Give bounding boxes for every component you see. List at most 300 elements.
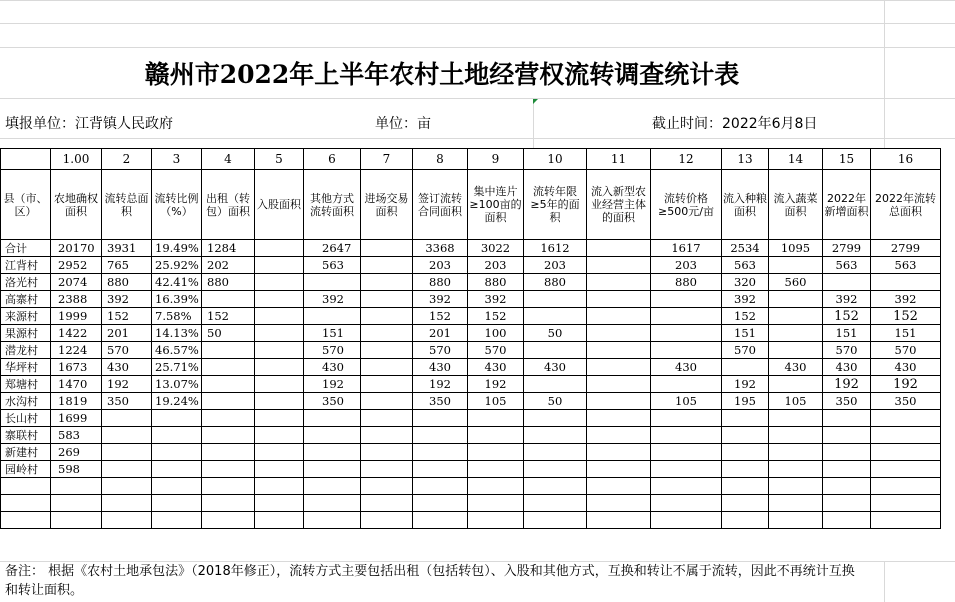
- empty-row-cell-16[interactable]: [871, 512, 941, 529]
- table-row-cell-8[interactable]: 201: [413, 325, 468, 342]
- table-row-cell-4[interactable]: 880: [202, 274, 255, 291]
- table-row-cell-6[interactable]: 350: [304, 393, 361, 410]
- column-header-row-cell-0[interactable]: 县（市、区）: [1, 170, 51, 240]
- table-row-cell-5[interactable]: [255, 274, 304, 291]
- table-row-cell-12[interactable]: [651, 444, 722, 461]
- table-row-cell-4[interactable]: 1284: [202, 240, 255, 257]
- table-row-cell-9[interactable]: 3022: [468, 240, 524, 257]
- table-row-cell-1[interactable]: 2074: [51, 274, 102, 291]
- column-number-row-cell-9[interactable]: 9: [468, 149, 524, 170]
- table-row-cell-0[interactable]: 寨联村: [1, 427, 51, 444]
- table-row-cell-1[interactable]: 1999: [51, 308, 102, 325]
- table-row-cell-16[interactable]: 152: [871, 308, 941, 325]
- table-row-cell-14[interactable]: 1095: [769, 240, 823, 257]
- table-row-cell-1[interactable]: 1699: [51, 410, 102, 427]
- table-row-cell-8[interactable]: 392: [413, 291, 468, 308]
- table-row-cell-9[interactable]: 105: [468, 393, 524, 410]
- table-row-cell-14[interactable]: 560: [769, 274, 823, 291]
- table-row-cell-2[interactable]: 201: [102, 325, 152, 342]
- column-number-row-cell-14[interactable]: 14: [769, 149, 823, 170]
- table-row-cell-4[interactable]: [202, 376, 255, 393]
- table-row-cell-2[interactable]: 192: [102, 376, 152, 393]
- table-row-cell-14[interactable]: [769, 308, 823, 325]
- column-header-row-cell-15[interactable]: 2022年新增面积: [823, 170, 871, 240]
- table-row-cell-10[interactable]: 1612: [524, 240, 587, 257]
- table-row-cell-2[interactable]: 430: [102, 359, 152, 376]
- table-row-cell-7[interactable]: [361, 274, 413, 291]
- table-row-cell-11[interactable]: [587, 325, 651, 342]
- table-row-cell-6[interactable]: [304, 461, 361, 478]
- table-row-cell-12[interactable]: [651, 410, 722, 427]
- table-row-cell-6[interactable]: [304, 444, 361, 461]
- table-row-cell-7[interactable]: [361, 342, 413, 359]
- table-row-cell-16[interactable]: [871, 444, 941, 461]
- table-row-cell-5[interactable]: [255, 342, 304, 359]
- empty-row-cell-5[interactable]: [255, 495, 304, 512]
- empty-row-cell-0[interactable]: [1, 478, 51, 495]
- table-row-cell-6[interactable]: 2647: [304, 240, 361, 257]
- table-row-cell-9[interactable]: 570: [468, 342, 524, 359]
- table-row-cell-0[interactable]: 江背村: [1, 257, 51, 274]
- table-row-cell-4[interactable]: [202, 410, 255, 427]
- table-row-cell-10[interactable]: [524, 427, 587, 444]
- empty-row-cell-8[interactable]: [413, 495, 468, 512]
- table-row-cell-9[interactable]: 192: [468, 376, 524, 393]
- empty-row-cell-14[interactable]: [769, 478, 823, 495]
- table-row-cell-12[interactable]: 430: [651, 359, 722, 376]
- table-row-cell-3[interactable]: [152, 461, 202, 478]
- table-row-cell-10[interactable]: 50: [524, 393, 587, 410]
- table-row-cell-7[interactable]: [361, 240, 413, 257]
- empty-row-cell-1[interactable]: [51, 478, 102, 495]
- table-row-cell-5[interactable]: [255, 308, 304, 325]
- empty-row-cell-10[interactable]: [524, 512, 587, 529]
- table-row-cell-2[interactable]: 3931: [102, 240, 152, 257]
- table-row-cell-11[interactable]: [587, 240, 651, 257]
- table-row-cell-6[interactable]: 392: [304, 291, 361, 308]
- table-row-cell-14[interactable]: 430: [769, 359, 823, 376]
- table-row-cell-6[interactable]: [304, 308, 361, 325]
- column-header-row-cell-13[interactable]: 流入种粮面积: [722, 170, 769, 240]
- table-row-cell-2[interactable]: [102, 444, 152, 461]
- empty-row-cell-3[interactable]: [152, 495, 202, 512]
- table-row-cell-2[interactable]: 392: [102, 291, 152, 308]
- column-header-row-cell-1[interactable]: 农地确权面积: [51, 170, 102, 240]
- table-row-cell-5[interactable]: [255, 427, 304, 444]
- table-row-cell-15[interactable]: [823, 410, 871, 427]
- table-row-cell-6[interactable]: 430: [304, 359, 361, 376]
- table-row-cell-5[interactable]: [255, 410, 304, 427]
- table-row-cell-0[interactable]: 合计: [1, 240, 51, 257]
- table-row-cell-16[interactable]: 2799: [871, 240, 941, 257]
- table-row-cell-10[interactable]: 880: [524, 274, 587, 291]
- table-row-cell-14[interactable]: [769, 410, 823, 427]
- column-header-row-cell-12[interactable]: 流转价格≥500元/亩: [651, 170, 722, 240]
- table-row-cell-9[interactable]: [468, 427, 524, 444]
- table-row-cell-10[interactable]: [524, 308, 587, 325]
- table-row-cell-15[interactable]: [823, 444, 871, 461]
- empty-row-cell-4[interactable]: [202, 512, 255, 529]
- table-row-cell-1[interactable]: 1470: [51, 376, 102, 393]
- table-row-cell-3[interactable]: 42.41%: [152, 274, 202, 291]
- table-row-cell-11[interactable]: [587, 274, 651, 291]
- table-row-cell-4[interactable]: 152: [202, 308, 255, 325]
- table-row-cell-13[interactable]: 563: [722, 257, 769, 274]
- table-row-cell-5[interactable]: [255, 325, 304, 342]
- empty-row-cell-1[interactable]: [51, 495, 102, 512]
- table-row-cell-16[interactable]: 570: [871, 342, 941, 359]
- table-row-cell-0[interactable]: 郑塘村: [1, 376, 51, 393]
- empty-row-cell-13[interactable]: [722, 495, 769, 512]
- table-row-cell-4[interactable]: [202, 461, 255, 478]
- column-header-row-cell-11[interactable]: 流入新型农业经营主体的面积: [587, 170, 651, 240]
- table-row-cell-13[interactable]: [722, 410, 769, 427]
- table-row-cell-3[interactable]: [152, 410, 202, 427]
- table-row-cell-13[interactable]: 195: [722, 393, 769, 410]
- empty-row-cell-14[interactable]: [769, 512, 823, 529]
- table-row-cell-13[interactable]: 2534: [722, 240, 769, 257]
- table-row-cell-1[interactable]: 269: [51, 444, 102, 461]
- table-row-cell-10[interactable]: [524, 376, 587, 393]
- empty-row-cell-3[interactable]: [152, 512, 202, 529]
- table-row-cell-1[interactable]: 2952: [51, 257, 102, 274]
- table-row-cell-15[interactable]: 430: [823, 359, 871, 376]
- table-row-cell-15[interactable]: 350: [823, 393, 871, 410]
- table-row-cell-16[interactable]: [871, 427, 941, 444]
- empty-row-cell-3[interactable]: [152, 478, 202, 495]
- table-row-cell-10[interactable]: 430: [524, 359, 587, 376]
- table-row-cell-2[interactable]: 880: [102, 274, 152, 291]
- table-row-cell-9[interactable]: 100: [468, 325, 524, 342]
- table-row-cell-5[interactable]: [255, 240, 304, 257]
- table-row-cell-7[interactable]: [361, 393, 413, 410]
- table-row-cell-0[interactable]: 新建村: [1, 444, 51, 461]
- table-row-cell-13[interactable]: [722, 427, 769, 444]
- empty-row-cell-9[interactable]: [468, 512, 524, 529]
- table-row-cell-7[interactable]: [361, 427, 413, 444]
- table-row-cell-3[interactable]: [152, 427, 202, 444]
- empty-row-cell-1[interactable]: [51, 512, 102, 529]
- table-row-cell-5[interactable]: [255, 376, 304, 393]
- empty-row-cell-15[interactable]: [823, 495, 871, 512]
- table-row-cell-12[interactable]: [651, 427, 722, 444]
- column-number-row-cell-6[interactable]: 6: [304, 149, 361, 170]
- table-row-cell-13[interactable]: 570: [722, 342, 769, 359]
- table-row-cell-0[interactable]: 高寨村: [1, 291, 51, 308]
- table-row-cell-14[interactable]: [769, 461, 823, 478]
- table-row-cell-11[interactable]: [587, 257, 651, 274]
- table-row-cell-5[interactable]: [255, 461, 304, 478]
- empty-row-cell-11[interactable]: [587, 512, 651, 529]
- table-row-cell-15[interactable]: 392: [823, 291, 871, 308]
- table-row-cell-16[interactable]: 563: [871, 257, 941, 274]
- table-row-cell-12[interactable]: [651, 308, 722, 325]
- table-row-cell-15[interactable]: [823, 274, 871, 291]
- table-row-cell-1[interactable]: 1224: [51, 342, 102, 359]
- table-row-cell-12[interactable]: 203: [651, 257, 722, 274]
- table-row-cell-11[interactable]: [587, 410, 651, 427]
- table-row-cell-4[interactable]: 202: [202, 257, 255, 274]
- column-header-row-cell-16[interactable]: 2022年流转总面积: [871, 170, 941, 240]
- empty-row-cell-9[interactable]: [468, 495, 524, 512]
- table-row-cell-1[interactable]: 583: [51, 427, 102, 444]
- empty-row-cell-4[interactable]: [202, 495, 255, 512]
- table-row-cell-2[interactable]: 152: [102, 308, 152, 325]
- empty-row-cell-10[interactable]: [524, 478, 587, 495]
- table-row-cell-8[interactable]: 192: [413, 376, 468, 393]
- table-row-cell-14[interactable]: [769, 376, 823, 393]
- table-row-cell-6[interactable]: 151: [304, 325, 361, 342]
- table-row-cell-14[interactable]: [769, 257, 823, 274]
- column-number-row-cell-15[interactable]: 15: [823, 149, 871, 170]
- table-row-cell-2[interactable]: [102, 427, 152, 444]
- table-row-cell-0[interactable]: 长山村: [1, 410, 51, 427]
- table-row-cell-9[interactable]: [468, 461, 524, 478]
- empty-row-cell-11[interactable]: [587, 495, 651, 512]
- table-row-cell-16[interactable]: 350: [871, 393, 941, 410]
- column-header-row-cell-3[interactable]: 流转比例（%）: [152, 170, 202, 240]
- table-row-cell-4[interactable]: [202, 393, 255, 410]
- column-header-row-cell-4[interactable]: 出租（转包）面积: [202, 170, 255, 240]
- empty-row-cell-8[interactable]: [413, 512, 468, 529]
- empty-row-cell-16[interactable]: [871, 478, 941, 495]
- empty-row-cell-11[interactable]: [587, 478, 651, 495]
- column-number-row-cell-7[interactable]: 7: [361, 149, 413, 170]
- empty-row-cell-9[interactable]: [468, 478, 524, 495]
- table-row-cell-8[interactable]: 350: [413, 393, 468, 410]
- column-header-row-cell-10[interactable]: 流转年限≥5年的面积: [524, 170, 587, 240]
- table-row-cell-2[interactable]: [102, 410, 152, 427]
- table-row-cell-0[interactable]: 潜龙村: [1, 342, 51, 359]
- column-header-row-cell-14[interactable]: 流入蔬菜面积: [769, 170, 823, 240]
- table-row-cell-7[interactable]: [361, 325, 413, 342]
- table-row-cell-5[interactable]: [255, 291, 304, 308]
- table-row-cell-3[interactable]: 19.24%: [152, 393, 202, 410]
- table-row-cell-8[interactable]: [413, 410, 468, 427]
- table-row-cell-16[interactable]: 392: [871, 291, 941, 308]
- table-row-cell-8[interactable]: 3368: [413, 240, 468, 257]
- table-row-cell-10[interactable]: [524, 342, 587, 359]
- empty-row-cell-5[interactable]: [255, 512, 304, 529]
- column-number-row-cell-12[interactable]: 12: [651, 149, 722, 170]
- table-row-cell-1[interactable]: 1422: [51, 325, 102, 342]
- table-row-cell-1[interactable]: 1819: [51, 393, 102, 410]
- table-row-cell-7[interactable]: [361, 444, 413, 461]
- table-row-cell-6[interactable]: [304, 274, 361, 291]
- table-row-cell-13[interactable]: [722, 359, 769, 376]
- column-number-row-cell-13[interactable]: 13: [722, 149, 769, 170]
- table-row-cell-6[interactable]: [304, 410, 361, 427]
- table-row-cell-16[interactable]: 192: [871, 376, 941, 393]
- table-row-cell-0[interactable]: 园岭村: [1, 461, 51, 478]
- table-row-cell-7[interactable]: [361, 410, 413, 427]
- table-row-cell-15[interactable]: 563: [823, 257, 871, 274]
- table-row-cell-11[interactable]: [587, 342, 651, 359]
- table-row-cell-12[interactable]: 880: [651, 274, 722, 291]
- table-row-cell-14[interactable]: [769, 342, 823, 359]
- table-row-cell-4[interactable]: 50: [202, 325, 255, 342]
- empty-row-cell-5[interactable]: [255, 478, 304, 495]
- empty-row-cell-7[interactable]: [361, 478, 413, 495]
- table-row-cell-5[interactable]: [255, 359, 304, 376]
- table-row-cell-6[interactable]: [304, 427, 361, 444]
- empty-row-cell-10[interactable]: [524, 495, 587, 512]
- column-number-row-cell-1[interactable]: 1.00: [51, 149, 102, 170]
- empty-row-cell-8[interactable]: [413, 478, 468, 495]
- column-number-row-cell-16[interactable]: 16: [871, 149, 941, 170]
- table-row-cell-4[interactable]: [202, 291, 255, 308]
- table-row-cell-3[interactable]: 13.07%: [152, 376, 202, 393]
- table-row-cell-5[interactable]: [255, 257, 304, 274]
- table-row-cell-14[interactable]: [769, 427, 823, 444]
- table-row-cell-16[interactable]: [871, 274, 941, 291]
- empty-row-cell-2[interactable]: [102, 495, 152, 512]
- table-row-cell-13[interactable]: 152: [722, 308, 769, 325]
- table-row-cell-15[interactable]: 570: [823, 342, 871, 359]
- table-row-cell-15[interactable]: 2799: [823, 240, 871, 257]
- table-row-cell-0[interactable]: 华坪村: [1, 359, 51, 376]
- table-row-cell-0[interactable]: 洛光村: [1, 274, 51, 291]
- empty-row-cell-16[interactable]: [871, 495, 941, 512]
- table-row-cell-10[interactable]: [524, 291, 587, 308]
- table-row-cell-3[interactable]: 14.13%: [152, 325, 202, 342]
- table-row-cell-1[interactable]: 2388: [51, 291, 102, 308]
- table-row-cell-7[interactable]: [361, 308, 413, 325]
- column-number-row-cell-4[interactable]: 4: [202, 149, 255, 170]
- empty-row-cell-15[interactable]: [823, 512, 871, 529]
- table-row-cell-15[interactable]: 152: [823, 308, 871, 325]
- table-row-cell-11[interactable]: [587, 308, 651, 325]
- table-row-cell-3[interactable]: [152, 444, 202, 461]
- table-row-cell-1[interactable]: 20170: [51, 240, 102, 257]
- table-row-cell-2[interactable]: 350: [102, 393, 152, 410]
- table-row-cell-8[interactable]: 152: [413, 308, 468, 325]
- column-header-row-cell-7[interactable]: 进场交易面积: [361, 170, 413, 240]
- column-number-row-cell-11[interactable]: 11: [587, 149, 651, 170]
- table-row-cell-3[interactable]: 7.58%: [152, 308, 202, 325]
- table-row-cell-3[interactable]: 46.57%: [152, 342, 202, 359]
- table-row-cell-8[interactable]: 570: [413, 342, 468, 359]
- table-row-cell-11[interactable]: [587, 461, 651, 478]
- table-row-cell-14[interactable]: [769, 291, 823, 308]
- empty-row-cell-2[interactable]: [102, 512, 152, 529]
- table-row-cell-7[interactable]: [361, 376, 413, 393]
- table-row-cell-10[interactable]: [524, 410, 587, 427]
- table-row-cell-9[interactable]: 152: [468, 308, 524, 325]
- table-row-cell-6[interactable]: 192: [304, 376, 361, 393]
- table-row-cell-0[interactable]: 果源村: [1, 325, 51, 342]
- table-row-cell-7[interactable]: [361, 291, 413, 308]
- table-row-cell-4[interactable]: [202, 444, 255, 461]
- table-row-cell-12[interactable]: [651, 291, 722, 308]
- table-row-cell-10[interactable]: 50: [524, 325, 587, 342]
- empty-row-cell-12[interactable]: [651, 495, 722, 512]
- table-row-cell-2[interactable]: 570: [102, 342, 152, 359]
- table-row-cell-6[interactable]: 570: [304, 342, 361, 359]
- column-number-row-cell-5[interactable]: 5: [255, 149, 304, 170]
- table-row-cell-14[interactable]: 105: [769, 393, 823, 410]
- column-number-row-cell-10[interactable]: 10: [524, 149, 587, 170]
- table-row-cell-9[interactable]: 392: [468, 291, 524, 308]
- table-row-cell-3[interactable]: 25.71%: [152, 359, 202, 376]
- table-row-cell-9[interactable]: 430: [468, 359, 524, 376]
- table-row-cell-15[interactable]: 151: [823, 325, 871, 342]
- table-row-cell-13[interactable]: 392: [722, 291, 769, 308]
- table-row-cell-9[interactable]: [468, 444, 524, 461]
- table-row-cell-8[interactable]: [413, 461, 468, 478]
- table-row-cell-8[interactable]: 880: [413, 274, 468, 291]
- table-row-cell-12[interactable]: [651, 325, 722, 342]
- table-row-cell-13[interactable]: 151: [722, 325, 769, 342]
- table-row-cell-10[interactable]: [524, 444, 587, 461]
- table-row-cell-3[interactable]: 19.49%: [152, 240, 202, 257]
- table-row-cell-9[interactable]: [468, 410, 524, 427]
- table-row-cell-16[interactable]: 430: [871, 359, 941, 376]
- column-header-row-cell-2[interactable]: 流转总面积: [102, 170, 152, 240]
- table-row-cell-2[interactable]: 765: [102, 257, 152, 274]
- empty-row-cell-6[interactable]: [304, 478, 361, 495]
- table-row-cell-16[interactable]: 151: [871, 325, 941, 342]
- table-row-cell-9[interactable]: 203: [468, 257, 524, 274]
- table-row-cell-5[interactable]: [255, 444, 304, 461]
- table-row-cell-0[interactable]: 来源村: [1, 308, 51, 325]
- table-row-cell-15[interactable]: [823, 427, 871, 444]
- empty-row-cell-13[interactable]: [722, 478, 769, 495]
- empty-row-cell-2[interactable]: [102, 478, 152, 495]
- column-number-row-cell-8[interactable]: 8: [413, 149, 468, 170]
- table-row-cell-5[interactable]: [255, 393, 304, 410]
- column-header-row-cell-8[interactable]: 签订流转合同面积: [413, 170, 468, 240]
- table-row-cell-11[interactable]: [587, 427, 651, 444]
- table-row-cell-11[interactable]: [587, 444, 651, 461]
- empty-row-cell-7[interactable]: [361, 495, 413, 512]
- column-number-row-cell-3[interactable]: 3: [152, 149, 202, 170]
- table-row-cell-13[interactable]: 320: [722, 274, 769, 291]
- table-row-cell-16[interactable]: [871, 410, 941, 427]
- empty-row-cell-0[interactable]: [1, 512, 51, 529]
- column-header-row-cell-9[interactable]: 集中连片≥100亩的面积: [468, 170, 524, 240]
- column-number-row-cell-2[interactable]: 2: [102, 149, 152, 170]
- empty-row-cell-12[interactable]: [651, 512, 722, 529]
- empty-row-cell-6[interactable]: [304, 495, 361, 512]
- empty-row-cell-6[interactable]: [304, 512, 361, 529]
- table-row-cell-4[interactable]: [202, 427, 255, 444]
- table-row-cell-12[interactable]: 1617: [651, 240, 722, 257]
- table-row-cell-7[interactable]: [361, 461, 413, 478]
- table-row-cell-16[interactable]: [871, 461, 941, 478]
- table-row-cell-12[interactable]: [651, 461, 722, 478]
- empty-row-cell-7[interactable]: [361, 512, 413, 529]
- table-row-cell-8[interactable]: 430: [413, 359, 468, 376]
- table-row-cell-12[interactable]: [651, 376, 722, 393]
- table-row-cell-7[interactable]: [361, 257, 413, 274]
- table-row-cell-14[interactable]: [769, 444, 823, 461]
- table-row-cell-4[interactable]: [202, 342, 255, 359]
- column-header-row-cell-5[interactable]: 入股面积: [255, 170, 304, 240]
- table-row-cell-3[interactable]: 25.92%: [152, 257, 202, 274]
- table-row-cell-15[interactable]: [823, 461, 871, 478]
- table-row-cell-8[interactable]: [413, 427, 468, 444]
- table-row-cell-14[interactable]: [769, 325, 823, 342]
- table-row-cell-11[interactable]: [587, 393, 651, 410]
- empty-row-cell-13[interactable]: [722, 512, 769, 529]
- table-row-cell-10[interactable]: [524, 461, 587, 478]
- table-row-cell-10[interactable]: 203: [524, 257, 587, 274]
- table-row-cell-6[interactable]: 563: [304, 257, 361, 274]
- table-row-cell-7[interactable]: [361, 359, 413, 376]
- table-row-cell-2[interactable]: [102, 461, 152, 478]
- table-row-cell-11[interactable]: [587, 291, 651, 308]
